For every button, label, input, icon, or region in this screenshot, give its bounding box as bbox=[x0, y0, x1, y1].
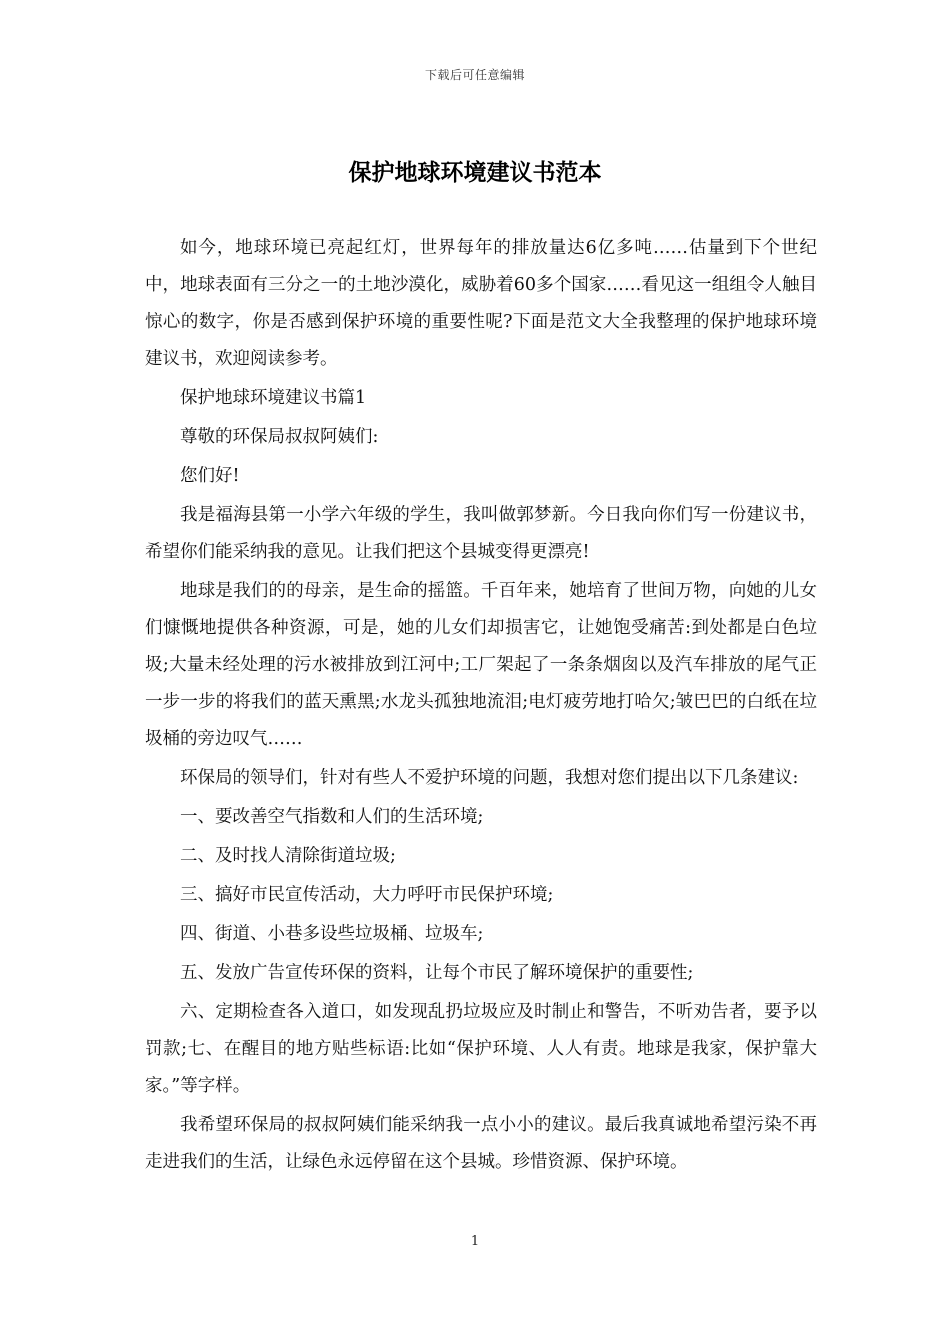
paragraph-intro: 如今，地球环境已亮起红灯，世界每年的排放量达6亿多吨……估量到下个世纪中，地球表面有三分之一的土地沙漠化，威胁着60多个国家……看见这一组组令人触目惊心的数字，你是否感到保护环境的重要性呢?下面是范文大全我整理的保护地球环境建议书，欢迎阅读参考。 bbox=[145, 238, 817, 369]
paragraph-section-heading: 保护地球环境建议书篇1 bbox=[180, 388, 367, 408]
paragraph-suggestion-5: 五、发放广告宣传环保的资料，让每个市民了解环境保护的重要性; bbox=[180, 963, 694, 983]
paragraph-suggestion-4: 四、街道、小巷多设些垃圾桶、垃圾车; bbox=[180, 924, 484, 944]
paragraph-suggestion-3: 三、搞好市民宣传活动，大力呼吁市民保护环境; bbox=[180, 885, 554, 905]
document-title: 保护地球环境建议书范本 bbox=[348, 159, 602, 186]
paragraph-suggestion-intro: 环保局的领导们，针对有些人不爱护环境的问题，我想对您们提出以下几条建议: bbox=[180, 768, 799, 788]
page-number: 1 bbox=[470, 1234, 480, 1249]
paragraph-suggestion-6-7: 六、定期检查各入道口，如发现乱扔垃圾应及时制止和警告，不听劝告者，要予以罚款;七、在醒目的地方贴些标语:比如“保护环境、人人有责。地球是我家，保护靠大家。”等字样。 bbox=[145, 1002, 817, 1096]
paragraph-salutation: 尊敬的环保局叔叔阿姨们: bbox=[180, 427, 379, 447]
paragraph-self-intro: 我是福海县第一小学六年级的学生，我叫做郭梦新。今日我向你们写一份建议书，希望你们能采纳我的意见。让我们把这个县城变得更漂亮! bbox=[145, 505, 817, 562]
header-note: 下载后可任意编辑 bbox=[424, 68, 525, 82]
paragraph-earth-mother: 地球是我们的的母亲，是生命的摇篮。千百年来，她培育了世间万物，向她的儿女们慷慨地提供各种资源，可是，她的儿女们却损害它，让她饱受痛苦:到处都是白色垃圾;大量未经处理的污水被排放到江河中;工厂架起了一条条烟囱以及汽车排放的尾气正一步一步的将我们的蓝天熏黑;水龙头孤独地流泪;电灯疲劳地打哈欠;皱巴巴的白纸在垃圾桶的旁边叹气…… bbox=[145, 581, 817, 749]
document-body bbox=[145, 230, 817, 1183]
paragraph-suggestion-2: 二、及时找人清除街道垃圾; bbox=[180, 846, 396, 866]
paragraph-suggestion-1: 一、要改善空气指数和人们的生活环境; bbox=[180, 807, 484, 827]
paragraph-greeting: 您们好! bbox=[180, 466, 240, 486]
paragraph-closing: 我希望环保局的叔叔阿姨们能采纳我一点小小的建议。最后我真诚地希望污染不再走进我们的生活，让绿色永远停留在这个县城。珍惜资源、保护环境。 bbox=[145, 1115, 817, 1172]
